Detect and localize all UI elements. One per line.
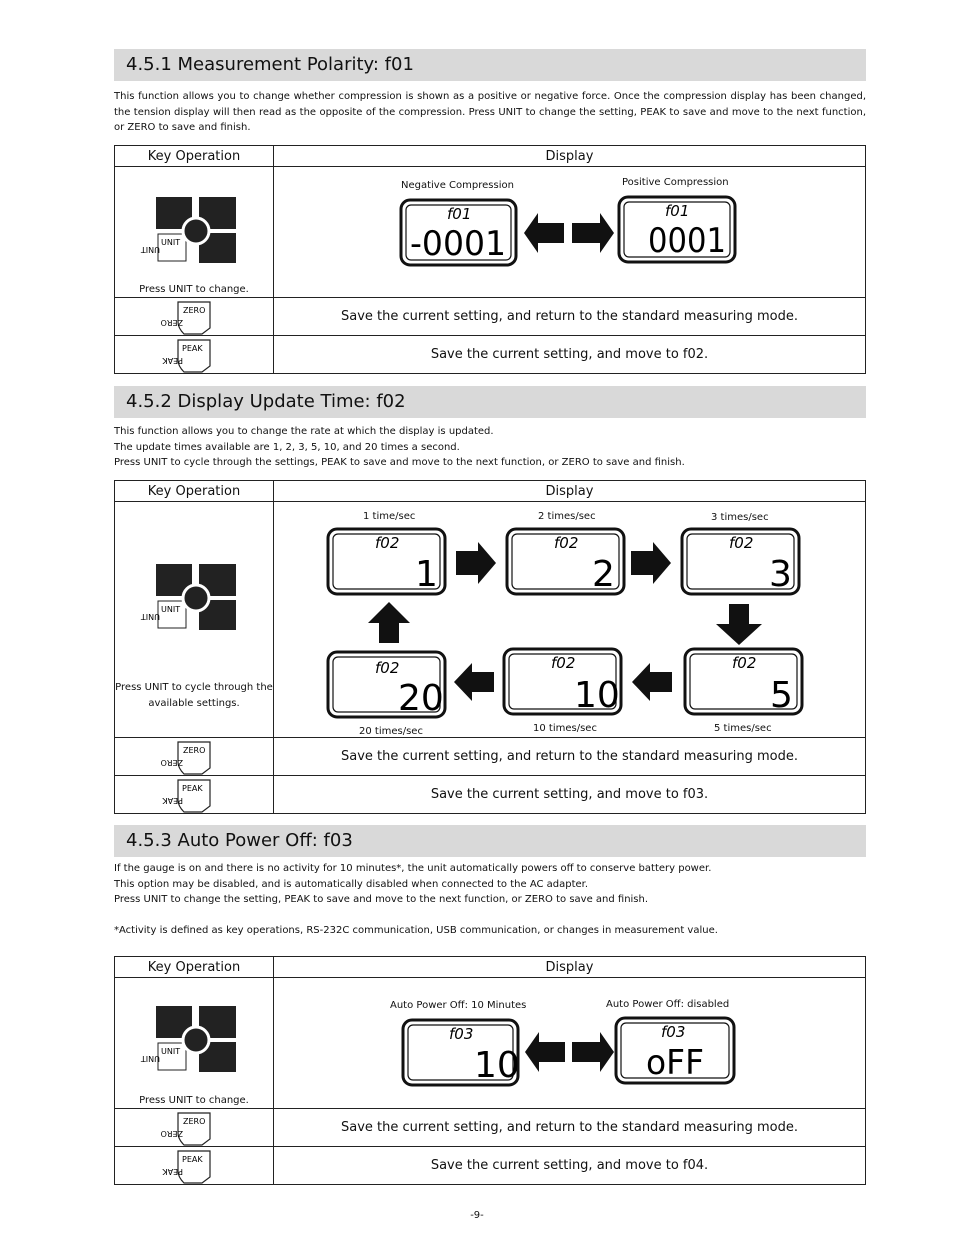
svg-text:ZERO: ZERO: [160, 758, 183, 767]
lcd-value-positive: 0001: [648, 221, 726, 261]
desc-line-3: Press UNIT to change the setting, PEAK to save and move to the next function, or ZERO to save and finish.: [114, 894, 649, 905]
svg-text:UNIT: UNIT: [161, 1047, 181, 1056]
key-cell: [115, 978, 274, 1109]
peak-description: Save the current setting, and move to f04.: [274, 1147, 866, 1185]
caption-3-times: 3 times/sec: [711, 512, 769, 523]
col-key-operation: Key Operation: [115, 146, 274, 167]
svg-text:5: 5: [770, 675, 793, 716]
arrow-up-icon: [368, 602, 410, 643]
section-title-f03: 4.5.3 Auto Power Off: f03: [114, 825, 866, 857]
key-caption: Press UNIT to cycle through the available settings.: [115, 682, 273, 709]
lcd-value-negative: -0001: [410, 224, 506, 264]
svg-text:UNIT: UNIT: [140, 612, 160, 621]
peak-description: Save the current setting, and move to f02.: [274, 336, 866, 374]
zero-key-icon: [115, 298, 273, 336]
lcd-1-time: [328, 529, 445, 595]
section-desc-f02: [114, 424, 866, 471]
svg-text:PEAK: PEAK: [182, 344, 203, 353]
table-f01: [114, 145, 866, 374]
desc-line-1: If the gauge is on and there is no activity for 10 minutes*, the unit automatically powers off to conserve battery power.: [114, 863, 712, 874]
col-display: Display: [274, 957, 866, 978]
lcd-2-times: [507, 529, 624, 595]
lcd-20-times: [328, 652, 445, 719]
svg-text:ZERO: ZERO: [183, 1117, 206, 1126]
peak-description: Save the current setting, and move to f03.: [274, 776, 866, 814]
peak-key-icon: [115, 336, 273, 374]
blank-line: [114, 908, 866, 924]
svg-text:UNIT: UNIT: [161, 238, 181, 247]
key-cell-zero: [115, 298, 274, 336]
caption-positive-compression: Positive Compression: [622, 177, 729, 188]
svg-text:PEAK: PEAK: [162, 1167, 183, 1176]
desc-line-3: Press UNIT to cycle through the settings, PEAK to save and move to the next function, or ZERO to save and finish.: [114, 457, 685, 468]
svg-text:3: 3: [769, 554, 792, 595]
svg-text:UNIT: UNIT: [161, 605, 181, 614]
display-cell: [274, 978, 866, 1109]
svg-text:UNIT: UNIT: [140, 245, 160, 254]
caption-negative-compression: Negative Compression: [401, 180, 514, 191]
table-header: [115, 481, 866, 502]
table-row-peak: [115, 1147, 866, 1185]
display-cell: [274, 167, 866, 298]
svg-text:f02: f02: [729, 534, 754, 552]
keypad-icon: [115, 978, 273, 1109]
caption-5-times: 5 times/sec: [714, 723, 772, 734]
svg-text:f02: f02: [375, 534, 400, 552]
lcd-10-times: [504, 649, 621, 716]
col-display: Display: [274, 146, 866, 167]
svg-text:f02: f02: [554, 534, 579, 552]
arrow-right-icon: [631, 542, 671, 584]
svg-text:ZERO: ZERO: [183, 746, 206, 755]
zero-key-icon: [115, 738, 273, 776]
lcd-diagram-f01: [274, 167, 866, 298]
arrow-left-icon: [525, 1032, 565, 1072]
key-cell: [115, 502, 274, 738]
caption-2-times: 2 times/sec: [538, 511, 596, 522]
table-row-peak: [115, 776, 866, 814]
lcd-3-times: [682, 529, 799, 595]
svg-text:PEAK: PEAK: [182, 784, 203, 793]
table-header: [115, 957, 866, 978]
svg-text:PEAK: PEAK: [182, 1155, 203, 1164]
svg-text:f02: f02: [375, 659, 400, 677]
svg-text:PEAK: PEAK: [162, 796, 183, 805]
desc-footnote: *Activity is defined as key operations, RS-232C communication, USB communication, or changes in measurement value.: [114, 925, 718, 936]
svg-text:PEAK: PEAK: [162, 356, 183, 365]
svg-text:ZERO: ZERO: [183, 306, 206, 315]
svg-text:ZERO: ZERO: [160, 1129, 183, 1138]
arrow-right-icon: [572, 1032, 614, 1072]
table-row-unit: [115, 502, 866, 738]
table-row-zero: [115, 298, 866, 336]
section-title-f01: 4.5.1 Measurement Polarity: f01: [114, 49, 866, 81]
section-desc-f01: [114, 89, 866, 136]
desc-line-2: The update times available are 1, 2, 3, 5, 10, and 20 times a second.: [114, 441, 460, 453]
table-header: [115, 146, 866, 167]
zero-description: Save the current setting, and return to the standard measuring mode.: [274, 1109, 866, 1147]
svg-text:2: 2: [592, 554, 615, 595]
arrow-right-icon: [572, 213, 614, 253]
caption-1-time: 1 time/sec: [363, 511, 416, 522]
svg-text:f02: f02: [551, 654, 576, 672]
zero-description: Save the current setting, and return to the standard measuring mode.: [274, 298, 866, 336]
table-row-unit: [115, 167, 866, 298]
desc-line-1: This function allows you to change the rate at which the display is updated.: [114, 426, 494, 437]
key-cell-peak: [115, 336, 274, 374]
table-f03: [114, 956, 866, 1185]
svg-text:f03: f03: [449, 1025, 474, 1043]
key-cell-zero: [115, 738, 274, 776]
svg-text:f01: f01: [665, 202, 690, 220]
peak-key-icon: [115, 1147, 273, 1185]
svg-text:ZERO: ZERO: [160, 318, 183, 327]
svg-text:20: 20: [398, 678, 444, 719]
key-caption: Press UNIT to change.: [139, 1095, 249, 1106]
peak-key-icon: [115, 776, 273, 814]
key-cell-peak: [115, 1147, 274, 1185]
svg-text:UNIT: UNIT: [140, 1054, 160, 1063]
key-cell: [115, 167, 274, 298]
desc-text: This function allows you to change whether compression is shown as a positive or negative force. Once the compression display has been changed, the tension display will then read as the opposite of the compression. Press UNIT to change the setting, PEAK to save and move to the next function, or ZERO to save and finish.: [114, 91, 866, 133]
svg-text:1: 1: [415, 554, 438, 595]
lcd-diagram-f02: [274, 502, 866, 738]
arrow-down-icon: [716, 604, 762, 645]
section-title-f02: 4.5.2 Display Update Time: f02: [114, 386, 866, 418]
lcd-code: f01: [447, 205, 472, 223]
section-desc-f03: [114, 861, 866, 939]
svg-text:10: 10: [574, 675, 620, 716]
keypad-icon: [115, 167, 273, 298]
lcd-value-10: 10: [474, 1045, 520, 1086]
arrow-left-icon: [524, 213, 564, 253]
lcd-5-times: [685, 649, 802, 716]
caption-10-minutes: Auto Power Off: 10 Minutes: [390, 1000, 527, 1011]
zero-description: Save the current setting, and return to the standard measuring mode.: [274, 738, 866, 776]
table-row-zero: [115, 1109, 866, 1147]
arrow-left-icon: [454, 663, 494, 701]
key-cell-peak: [115, 776, 274, 814]
lcd-value-off: oFF: [646, 1043, 704, 1083]
table-f02: [114, 480, 866, 814]
arrow-right-icon: [456, 542, 496, 584]
display-cell: [274, 502, 866, 738]
caption-10-times: 10 times/sec: [533, 723, 597, 734]
lcd-diagram-f03: [274, 978, 866, 1109]
caption-20-times: 20 times/sec: [359, 726, 423, 737]
table-row-peak: [115, 336, 866, 374]
caption-disabled: Auto Power Off: disabled: [606, 999, 730, 1010]
desc-line-2: This option may be disabled, and is automatically disabled when connected to the AC adapter.: [114, 878, 589, 890]
col-key-operation: Key Operation: [115, 957, 274, 978]
key-caption: Press UNIT to change.: [139, 284, 249, 295]
key-cell-zero: [115, 1109, 274, 1147]
svg-text:f02: f02: [732, 654, 757, 672]
col-key-operation: Key Operation: [115, 481, 274, 502]
page-number: -9-: [470, 1210, 484, 1221]
col-display: Display: [274, 481, 866, 502]
zero-key-icon: [115, 1109, 273, 1147]
svg-text:f03: f03: [661, 1023, 686, 1041]
arrow-left-icon: [632, 663, 672, 701]
table-row-zero: [115, 738, 866, 776]
table-row-unit: [115, 978, 866, 1109]
